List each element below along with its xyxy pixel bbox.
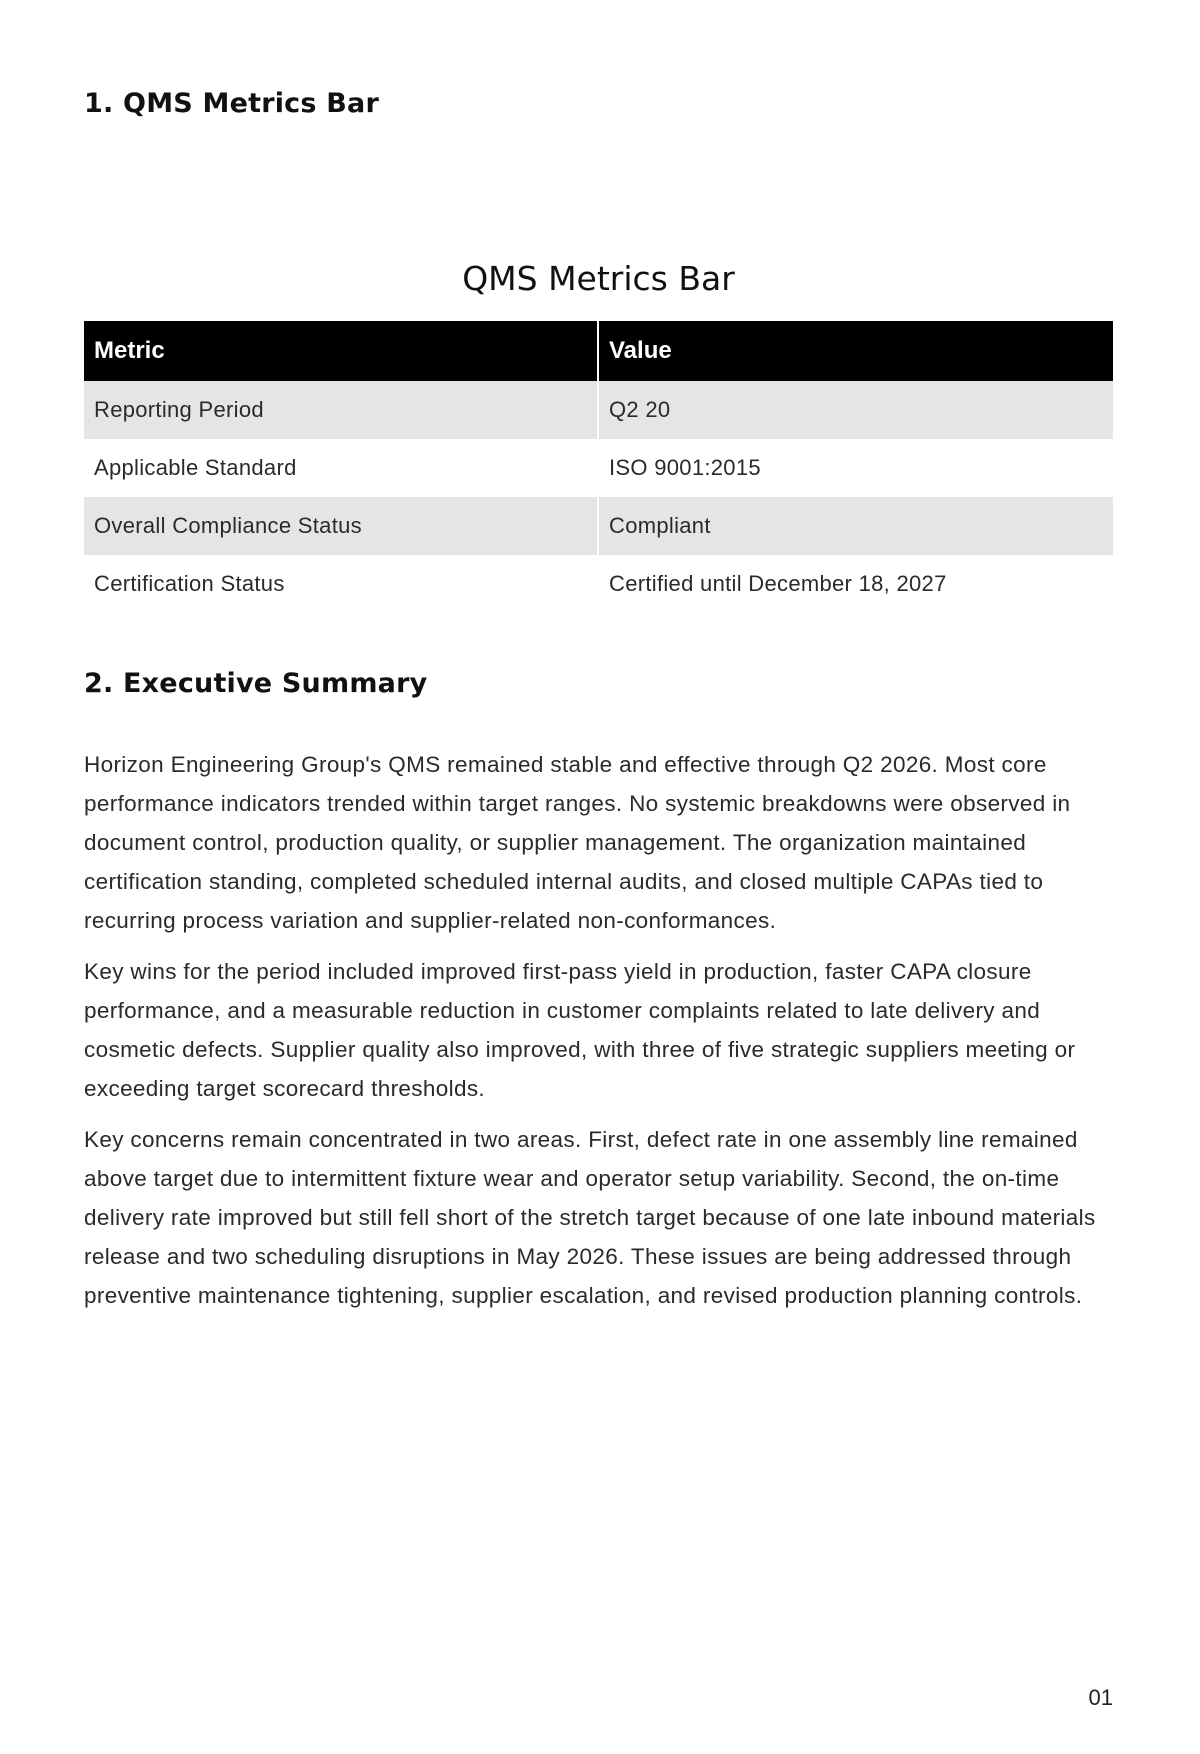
summary-paragraph: Key wins for the period included improved first-pass yield in production, faster CAPA closure performance, and a measurable reduction in customer complaints related to late delivery and cosmetic defects. Supplier quality also improved, with three of five strategic suppliers meeting or exceeding target scorecard thresholds. [84,959,1076,1101]
metrics-table [84,321,1113,613]
column-header-metric: Metric [84,321,598,381]
executive-summary-body [84,745,1113,1327]
section-heading-metrics: 1. QMS Metrics Bar [84,88,379,119]
table-header-row [84,321,1113,381]
table-row [84,439,1113,497]
metric-cell: Reporting Period [84,381,598,439]
table-title: QMS Metrics Bar [462,259,735,298]
value-cell: Compliant [598,497,1113,555]
summary-paragraph: Key concerns remain concentrated in two areas. First, defect rate in one assembly line remained above target due to intermittent fixture wear and operator setup variability. Second, the on-time delivery rate improved but still fell short of the stretch target because of one late inbound materials release and two scheduling disruptions in May 2026. These issues are being addressed through preventive maintenance tightening, supplier escalation, and revised production planning controls. [84,1127,1096,1308]
page-number: 01 [1088,1685,1113,1710]
metric-cell: Certification Status [84,555,598,613]
metric-cell: Overall Compliance Status [84,497,598,555]
column-header-value: Value [598,321,1113,381]
value-cell: Q2 20 [598,381,1113,439]
summary-paragraph: Horizon Engineering Group's QMS remained stable and effective through Q2 2026. Most core performance indicators trended within target ranges. No systemic breakdowns were observed in document control, production quality, or supplier management. The organization maintained certification standing, completed scheduled internal audits, and closed multiple CAPAs tied to recurring process variation and supplier-related non-conformances. [84,752,1071,933]
section-heading-executive-summary: 2. Executive Summary [84,668,428,699]
metric-cell: Applicable Standard [84,439,598,497]
value-cell: ISO 9001:2015 [609,455,761,480]
table-row [84,497,1113,555]
table-row [84,555,1113,613]
value-cell: Certified until December 18, 2027 [609,571,947,596]
table-row [84,381,1113,439]
